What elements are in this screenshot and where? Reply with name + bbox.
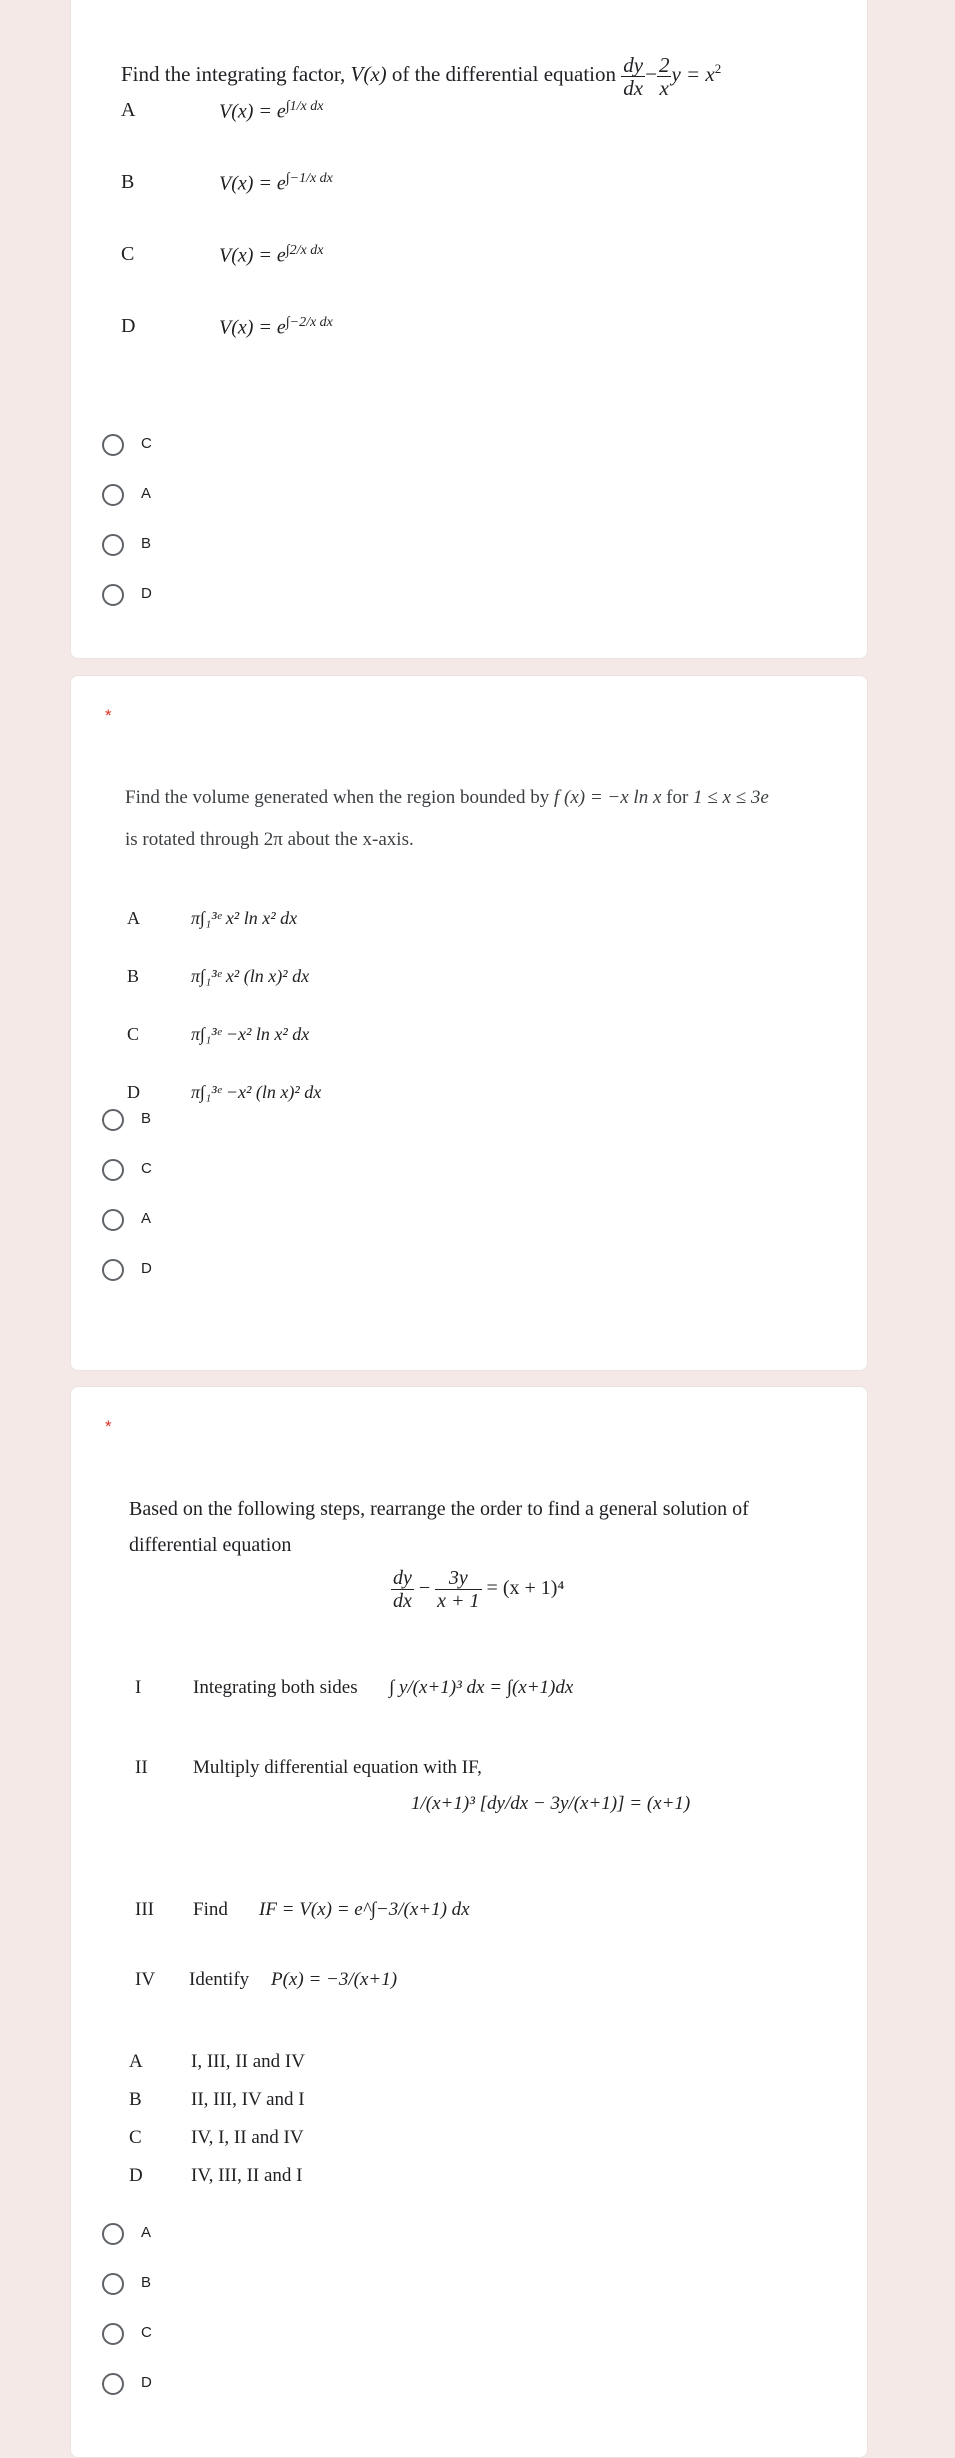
option-letter: C: [127, 1024, 140, 1044]
option-letter: C: [121, 243, 135, 265]
range-for: for: [666, 787, 689, 808]
order-letter: C: [129, 2127, 142, 2148]
step-math: 1/(x+1)³ [dy/dx − 3y/(x+1)] = (x+1): [411, 1793, 691, 1814]
minus: −: [645, 62, 657, 86]
question-function: V(x): [350, 62, 387, 86]
radio-option-b[interactable]: [102, 1109, 124, 1131]
radio-option-d[interactable]: [102, 2373, 124, 2395]
expr-exponent: ∫−2/x dx: [285, 315, 333, 330]
equation-power: 2: [714, 61, 722, 76]
radio-label: A: [141, 2224, 152, 2241]
order-text: I, III, II and IV: [191, 2051, 305, 2072]
question-line-1: [125, 780, 769, 816]
expr-exponent: ∫−1/x dx: [285, 171, 333, 186]
frac-den: dx: [393, 1590, 412, 1612]
option-letter: A: [127, 908, 140, 928]
radio-option-b[interactable]: [102, 534, 124, 556]
step-number: III: [135, 1899, 154, 1920]
radio-label: C: [141, 435, 152, 452]
question-card-integrating-factor: [70, 0, 868, 659]
expr-base: V(x) = e: [219, 172, 286, 195]
option-expression: [219, 171, 333, 196]
equation-rest: y = x: [671, 62, 715, 86]
step-text: Integrating both sides: [193, 1677, 358, 1698]
question-text: [121, 51, 721, 99]
option-letter: B: [127, 966, 140, 986]
option-expression: π∫₁³ᵉ −x² (ln x)² dx: [191, 1082, 322, 1102]
order-letter: B: [129, 2089, 142, 2110]
radio-label: C: [141, 2324, 152, 2341]
order-text: IV, I, II and IV: [191, 2127, 304, 2148]
radio-option-a[interactable]: [102, 2223, 124, 2245]
step-math: P(x) = −3/(x+1): [271, 1969, 398, 1990]
radio-label: B: [141, 535, 152, 552]
radio-label: D: [141, 585, 152, 602]
equation-rhs: = (x + 1)⁴: [486, 1577, 565, 1600]
required-asterisk: *: [105, 1417, 112, 1436]
step-math: IF = V(x) = e^∫−3/(x+1) dx: [259, 1899, 470, 1920]
order-letter: D: [129, 2165, 143, 2186]
frac-num: 3y: [435, 1567, 481, 1590]
question-text: Find the volume generated when the region bounded by: [125, 787, 550, 808]
option-letter: D: [127, 1082, 140, 1102]
frac-den: x: [659, 75, 669, 100]
step-math: ∫ y/(x+1)³ dx = ∫(x+1)dx: [389, 1677, 574, 1698]
option-letter: A: [121, 99, 136, 121]
question-line-1: Based on the following steps, rearrange the order to find a general solution of: [129, 1498, 749, 1520]
radio-label: B: [141, 2274, 152, 2291]
expr-base: V(x) = e: [219, 316, 286, 339]
expr-base: V(x) = e: [219, 100, 286, 123]
option-expression: [219, 99, 323, 124]
frac-den: dx: [623, 75, 644, 100]
expr-exponent: ∫2/x dx: [285, 243, 324, 258]
step-text: Identify: [189, 1969, 250, 1990]
question-line-2: is rotated through 2π about the x-axis.: [125, 829, 414, 850]
step-text: Find: [193, 1899, 228, 1920]
radio-option-b[interactable]: [102, 2273, 124, 2295]
question-mid: of the differential equation: [391, 62, 617, 86]
step-text: Multiply differential equation with IF,: [193, 1757, 482, 1778]
question-line-2: differential equation: [129, 1534, 292, 1556]
radio-option-a[interactable]: [102, 484, 124, 506]
range-expression: 1 ≤ x ≤ 3e: [693, 787, 769, 808]
expr-base: V(x) = e: [219, 244, 286, 267]
option-expression: π∫₁³ᵉ x² (ln x)² dx: [191, 966, 310, 986]
radio-option-a[interactable]: [102, 1209, 124, 1231]
order-text: IV, III, II and I: [191, 2165, 303, 2186]
function-expression: f (x) = −x ln x: [553, 787, 662, 808]
fraction-dy-dx: [391, 1567, 414, 1612]
frac-num: 2: [658, 52, 670, 77]
option-expression: π∫₁³ᵉ x² ln x² dx: [191, 908, 298, 928]
option-expression: π∫₁³ᵉ −x² ln x² dx: [191, 1024, 310, 1044]
option-letter: D: [121, 315, 136, 337]
frac-num: dy: [393, 1567, 412, 1589]
radio-label: D: [141, 2374, 152, 2391]
radio-option-c[interactable]: [102, 1159, 124, 1181]
step-number: IV: [135, 1969, 156, 1990]
frac-num: dy: [623, 52, 644, 77]
fraction-2-x: [657, 54, 672, 99]
differential-equation: [391, 1567, 564, 1612]
radio-label: C: [141, 1160, 152, 1177]
radio-option-c[interactable]: [102, 434, 124, 456]
expr-exponent: ∫1/x dx: [285, 99, 324, 114]
question-card-volume: [70, 675, 868, 1371]
radio-option-c[interactable]: [102, 2323, 124, 2345]
option-expression: [219, 243, 323, 268]
minus: −: [418, 1577, 431, 1600]
order-letter: A: [129, 2051, 143, 2072]
radio-label: A: [141, 485, 152, 502]
radio-label: D: [141, 1260, 152, 1277]
question-card-rearrange-steps: [70, 1386, 868, 2458]
required-asterisk: *: [105, 706, 112, 725]
radio-option-d[interactable]: [102, 1259, 124, 1281]
fraction-dy-dx: [621, 54, 645, 99]
option-expression: [219, 315, 333, 340]
step-number: II: [135, 1757, 148, 1778]
radio-label: A: [141, 1210, 152, 1227]
order-text: II, III, IV and I: [191, 2089, 305, 2110]
radio-label: B: [141, 1110, 152, 1127]
option-letter: B: [121, 171, 135, 193]
frac-den: x + 1: [437, 1590, 480, 1612]
step-number: I: [135, 1677, 142, 1698]
question-prompt: Find the integrating factor,: [121, 62, 346, 86]
radio-option-d[interactable]: [102, 584, 124, 606]
fraction-3y: [435, 1567, 481, 1612]
